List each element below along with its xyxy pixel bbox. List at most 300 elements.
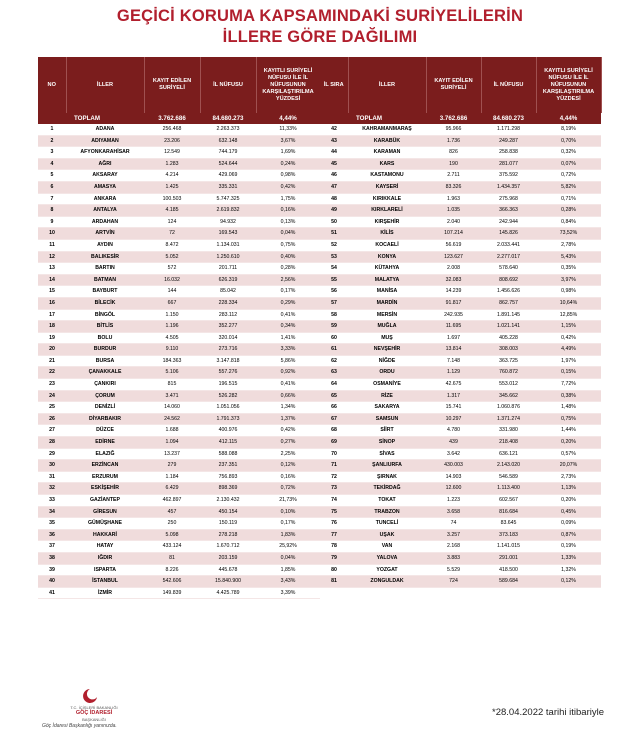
registered-count: 572 xyxy=(144,263,200,275)
registered-count: 462.897 xyxy=(144,495,200,507)
province-name: ANKARA xyxy=(66,193,144,205)
province-name: ÇORUM xyxy=(66,390,144,402)
row-number: 42 xyxy=(320,124,348,135)
table-row xyxy=(320,193,601,205)
ratio-percent: 0,28% xyxy=(536,205,601,217)
registered-count: 724 xyxy=(426,576,481,588)
province-population: 169.543 xyxy=(200,228,256,240)
province-name: ARTVİN xyxy=(66,228,144,240)
table-row xyxy=(38,124,320,135)
province-population: 273.716 xyxy=(200,344,256,356)
ratio-percent: 0,12% xyxy=(256,460,320,472)
row-number: 24 xyxy=(38,390,66,402)
ratio-percent: 0,42% xyxy=(256,181,320,193)
registered-count: 12.600 xyxy=(426,483,481,495)
ratio-percent: 0,45% xyxy=(536,506,601,518)
province-population: 281.077 xyxy=(481,158,536,170)
province-population: 1.791.373 xyxy=(200,413,256,425)
row-number: 39 xyxy=(38,564,66,576)
header-population-2: İL NÜFUSU xyxy=(481,57,536,113)
table-row xyxy=(320,541,601,553)
table-row xyxy=(320,367,601,379)
header-province-2: İLLER xyxy=(348,57,426,113)
row-number: 10 xyxy=(38,228,66,240)
table-row xyxy=(38,448,320,460)
ratio-percent: 0,98% xyxy=(256,170,320,182)
ratio-percent: 21,73% xyxy=(256,495,320,507)
table-row xyxy=(38,518,320,530)
province-population: 418.500 xyxy=(481,564,536,576)
date-footnote: *28.04.2022 tarihi itibariyle xyxy=(492,707,604,718)
table-row xyxy=(320,228,601,240)
province-name: IĞDIR xyxy=(66,552,144,564)
row-number: 2 xyxy=(38,135,66,147)
ratio-percent: 0,98% xyxy=(536,286,601,298)
registered-count: 14.903 xyxy=(426,471,481,483)
province-name: ESKİŞEHİR xyxy=(66,483,144,495)
table-row xyxy=(38,379,320,391)
province-name: ADANA xyxy=(66,124,144,135)
registered-count: 1.150 xyxy=(144,309,200,321)
row-number: 72 xyxy=(320,471,348,483)
province-population: 578.640 xyxy=(481,263,536,275)
total-label: TOPLAM xyxy=(66,113,144,124)
ratio-percent: 0,41% xyxy=(256,379,320,391)
province-name: ŞIRNAK xyxy=(348,471,426,483)
row-number: 37 xyxy=(38,541,66,553)
table-row xyxy=(320,158,601,170)
row-number: 33 xyxy=(38,495,66,507)
province-population: 278.218 xyxy=(200,529,256,541)
province-population: 2.263.373 xyxy=(200,124,256,135)
ratio-percent: 0,07% xyxy=(536,158,601,170)
table-row xyxy=(38,437,320,449)
ratio-percent: 0,09% xyxy=(536,518,601,530)
province-name: YOZGAT xyxy=(348,564,426,576)
table-row xyxy=(38,170,320,182)
province-name: KARABÜK xyxy=(348,135,426,147)
registered-count: 1.094 xyxy=(144,437,200,449)
ratio-percent: 0,17% xyxy=(256,286,320,298)
table-row xyxy=(320,529,601,541)
province-name: GAZİANTEP xyxy=(66,495,144,507)
row-number: 81 xyxy=(320,576,348,588)
province-population: 4.425.789 xyxy=(200,587,256,599)
table-row xyxy=(38,263,320,275)
province-population: 588.088 xyxy=(200,448,256,460)
registered-count: 1.223 xyxy=(426,495,481,507)
province-population: 3.147.818 xyxy=(200,355,256,367)
table-row xyxy=(38,587,320,599)
province-population: 203.159 xyxy=(200,552,256,564)
table-row xyxy=(320,181,601,193)
province-population: 196.515 xyxy=(200,379,256,391)
ratio-percent: 0,15% xyxy=(536,367,601,379)
row-number: 32 xyxy=(38,483,66,495)
registered-count: 815 xyxy=(144,379,200,391)
ratio-percent: 2,78% xyxy=(536,239,601,251)
registered-count: 7.148 xyxy=(426,355,481,367)
province-population: 1.371.274 xyxy=(481,413,536,425)
registered-count: 1.697 xyxy=(426,332,481,344)
province-name: ŞANLIURFA xyxy=(348,460,426,472)
registered-count: 107.214 xyxy=(426,228,481,240)
province-name: DÜZCE xyxy=(66,425,144,437)
province-name: SİİRT xyxy=(348,425,426,437)
province-population: 546.589 xyxy=(481,471,536,483)
province-name: BAYBURT xyxy=(66,286,144,298)
row-number: 63 xyxy=(320,367,348,379)
ratio-percent: 0,42% xyxy=(256,425,320,437)
ratio-percent: 0,72% xyxy=(256,483,320,495)
registered-count: 32.083 xyxy=(426,274,481,286)
row-number: 36 xyxy=(38,529,66,541)
province-population: 1.891.145 xyxy=(481,309,536,321)
total-ratio-2: 4,44% xyxy=(536,113,601,124)
table-row xyxy=(38,286,320,298)
table-row xyxy=(320,309,601,321)
registered-count: 83.326 xyxy=(426,181,481,193)
table-row xyxy=(38,552,320,564)
goc-idaresi-logo xyxy=(42,688,152,730)
ratio-percent: 0,24% xyxy=(256,158,320,170)
province-name: BOLU xyxy=(66,332,144,344)
ratio-percent: 10,64% xyxy=(536,297,601,309)
total-row xyxy=(38,113,320,124)
province-name: MARDİN xyxy=(348,297,426,309)
registered-count: 13.814 xyxy=(426,344,481,356)
table-row xyxy=(320,297,601,309)
table-row xyxy=(320,576,601,588)
table-row xyxy=(320,495,601,507)
province-name: BALIKESİR xyxy=(66,251,144,263)
ratio-percent: 1,41% xyxy=(256,332,320,344)
province-population: 373.183 xyxy=(481,529,536,541)
row-number: 40 xyxy=(38,576,66,588)
province-population: 1.134.031 xyxy=(200,239,256,251)
province-population: 808.692 xyxy=(481,274,536,286)
row-number: 47 xyxy=(320,181,348,193)
table-row xyxy=(38,483,320,495)
registered-count: 74 xyxy=(426,518,481,530)
registered-count: 5.106 xyxy=(144,367,200,379)
ratio-percent: 1,83% xyxy=(256,529,320,541)
row-number: 5 xyxy=(38,170,66,182)
table-row xyxy=(320,332,601,344)
row-number: 58 xyxy=(320,309,348,321)
province-name: ARDAHAN xyxy=(66,216,144,228)
table-row xyxy=(38,297,320,309)
province-name: SİNOP xyxy=(348,437,426,449)
province-population: 1.141.015 xyxy=(481,541,536,553)
ratio-percent: 0,71% xyxy=(536,193,601,205)
table-row xyxy=(320,564,601,576)
province-name: AMASYA xyxy=(66,181,144,193)
province-population: 862.757 xyxy=(481,297,536,309)
province-population: 5.747.325 xyxy=(200,193,256,205)
row-number: 56 xyxy=(320,286,348,298)
province-name: ÇANKIRI xyxy=(66,379,144,391)
ratio-percent: 12,85% xyxy=(536,309,601,321)
province-name: AĞRI xyxy=(66,158,144,170)
table-row xyxy=(320,251,601,263)
table-row xyxy=(38,355,320,367)
province-name: BİLECİK xyxy=(66,297,144,309)
ratio-percent: 0,92% xyxy=(256,367,320,379)
table-row xyxy=(38,193,320,205)
row-number: 71 xyxy=(320,460,348,472)
row-number: 7 xyxy=(38,193,66,205)
ratio-percent: 1,33% xyxy=(536,552,601,564)
registered-count: 1.129 xyxy=(426,367,481,379)
table-row xyxy=(38,321,320,333)
province-name: TRABZON xyxy=(348,506,426,518)
header-population: İL NÜFUSU xyxy=(200,57,256,113)
ratio-percent: 3,43% xyxy=(256,576,320,588)
registered-count: 8.472 xyxy=(144,239,200,251)
row-number: 6 xyxy=(38,181,66,193)
total-registered-2: 3.762.686 xyxy=(426,113,481,124)
table-row xyxy=(38,529,320,541)
registered-count: 4.214 xyxy=(144,170,200,182)
ratio-percent: 25,92% xyxy=(256,541,320,553)
province-population: 291.001 xyxy=(481,552,536,564)
province-population: 760.872 xyxy=(481,367,536,379)
registered-count: 24.562 xyxy=(144,413,200,425)
row-number: 27 xyxy=(38,425,66,437)
ratio-percent: 1,85% xyxy=(256,564,320,576)
ratio-percent: 1,75% xyxy=(256,193,320,205)
row-number: 11 xyxy=(38,239,66,251)
table-row xyxy=(320,135,601,147)
ratio-percent: 0,57% xyxy=(536,448,601,460)
ratio-percent: 2,25% xyxy=(256,448,320,460)
province-name: SAKARYA xyxy=(348,402,426,414)
row-number: 9 xyxy=(38,216,66,228)
province-population: 145.826 xyxy=(481,228,536,240)
registered-count: 9.110 xyxy=(144,344,200,356)
province-name: HATAY xyxy=(66,541,144,553)
ratio-percent: 0,40% xyxy=(256,251,320,263)
row-number: 8 xyxy=(38,205,66,217)
left-table-body xyxy=(38,113,320,599)
table-row xyxy=(38,495,320,507)
province-population: 228.334 xyxy=(200,297,256,309)
province-name: ELAZIĞ xyxy=(66,448,144,460)
ratio-percent: 0,75% xyxy=(256,239,320,251)
table-row xyxy=(38,576,320,588)
header-province: İLLER xyxy=(66,57,144,113)
registered-count: 2.008 xyxy=(426,263,481,275)
province-name: TOKAT xyxy=(348,495,426,507)
province-population: 363.725 xyxy=(481,355,536,367)
left-table xyxy=(38,57,321,599)
row-number: 18 xyxy=(38,321,66,333)
table-row xyxy=(38,228,320,240)
table-row xyxy=(320,413,601,425)
registered-count: 279 xyxy=(144,460,200,472)
row-number: 26 xyxy=(38,413,66,425)
table-row xyxy=(320,147,601,159)
province-population: 898.369 xyxy=(200,483,256,495)
ratio-percent: 0,42% xyxy=(536,332,601,344)
province-name: KARAMAN xyxy=(348,147,426,159)
header-no: NO xyxy=(38,57,66,113)
row-number: 48 xyxy=(320,193,348,205)
province-population: 345.662 xyxy=(481,390,536,402)
ratio-percent: 0,70% xyxy=(536,135,601,147)
ratio-percent: 1,32% xyxy=(536,564,601,576)
table-row xyxy=(320,379,601,391)
province-population: 352.277 xyxy=(200,321,256,333)
table-row xyxy=(320,205,601,217)
province-name: BURDUR xyxy=(66,344,144,356)
table-row xyxy=(320,286,601,298)
province-name: ADIYAMAN xyxy=(66,135,144,147)
province-population: 308.003 xyxy=(481,344,536,356)
registered-count: 4.505 xyxy=(144,332,200,344)
province-name: TEKİRDAĞ xyxy=(348,483,426,495)
province-name: KIRIKKALE xyxy=(348,193,426,205)
registered-count: 124 xyxy=(144,216,200,228)
row-number: 76 xyxy=(320,518,348,530)
table-row xyxy=(38,147,320,159)
ratio-percent: 0,20% xyxy=(536,495,601,507)
province-population: 557.276 xyxy=(200,367,256,379)
registered-count: 1.736 xyxy=(426,135,481,147)
ratio-percent: 1,97% xyxy=(536,355,601,367)
registered-count: 1.035 xyxy=(426,205,481,217)
province-name: YALOVA xyxy=(348,552,426,564)
table-row xyxy=(38,367,320,379)
registered-count: 1.196 xyxy=(144,321,200,333)
province-population: 1.113.400 xyxy=(481,483,536,495)
province-population: 242.944 xyxy=(481,216,536,228)
row-number: 25 xyxy=(38,402,66,414)
row-number: 57 xyxy=(320,297,348,309)
ratio-percent: 0,16% xyxy=(256,205,320,217)
distribution-tables xyxy=(38,57,601,680)
row-number: 59 xyxy=(320,321,348,333)
province-name: ERZİNCAN xyxy=(66,460,144,472)
ratio-percent: 0,28% xyxy=(256,263,320,275)
table-row xyxy=(38,471,320,483)
registered-count: 91.817 xyxy=(426,297,481,309)
registered-count: 10.297 xyxy=(426,413,481,425)
row-number: 31 xyxy=(38,471,66,483)
registered-count: 149.839 xyxy=(144,587,200,599)
ratio-percent: 0,27% xyxy=(256,437,320,449)
row-number: 1 xyxy=(38,124,66,135)
registered-count: 457 xyxy=(144,506,200,518)
ratio-percent: 1,69% xyxy=(256,147,320,159)
registered-count: 3.658 xyxy=(426,506,481,518)
ratio-percent: 0,12% xyxy=(536,576,601,588)
ratio-percent: 0,72% xyxy=(536,170,601,182)
table-row xyxy=(38,564,320,576)
ratio-percent: 3,97% xyxy=(536,274,601,286)
province-name: ISPARTA xyxy=(66,564,144,576)
registered-count: 4.185 xyxy=(144,205,200,217)
table-row xyxy=(320,263,601,275)
ratio-percent: 1,15% xyxy=(536,321,601,333)
ratio-percent: 3,33% xyxy=(256,344,320,356)
ratio-percent: 0,13% xyxy=(256,216,320,228)
province-population: 744.179 xyxy=(200,147,256,159)
registered-count: 1.184 xyxy=(144,471,200,483)
row-number: 65 xyxy=(320,390,348,402)
province-name: BARTIN xyxy=(66,263,144,275)
right-table xyxy=(320,57,602,588)
row-number: 50 xyxy=(320,216,348,228)
row-number: 41 xyxy=(38,587,66,599)
province-name: ANTALYA xyxy=(66,205,144,217)
logo-name: GÖÇ İDARESİ xyxy=(75,710,113,716)
registered-count: 250 xyxy=(144,518,200,530)
ratio-percent: 1,37% xyxy=(256,413,320,425)
province-name: İZMİR xyxy=(66,587,144,599)
province-population: 2.619.832 xyxy=(200,205,256,217)
province-name: MERSİN xyxy=(348,309,426,321)
row-number: 62 xyxy=(320,355,348,367)
registered-count: 14.060 xyxy=(144,402,200,414)
row-number: 46 xyxy=(320,170,348,182)
table-row xyxy=(38,274,320,286)
province-name: MANİSA xyxy=(348,286,426,298)
province-name: KASTAMONU xyxy=(348,170,426,182)
ratio-percent: 0,32% xyxy=(536,147,601,159)
province-population: 626.319 xyxy=(200,274,256,286)
registered-count: 11.695 xyxy=(426,321,481,333)
title-line-2: İLLERE GÖRE DAĞILIMI xyxy=(222,28,418,46)
province-population: 1.670.712 xyxy=(200,541,256,553)
ratio-percent: 0,20% xyxy=(536,437,601,449)
province-population: 237.351 xyxy=(200,460,256,472)
ratio-percent: 1,34% xyxy=(256,402,320,414)
registered-count: 1.688 xyxy=(144,425,200,437)
province-population: 1.051.056 xyxy=(200,402,256,414)
registered-count: 184.363 xyxy=(144,355,200,367)
registered-count: 3.257 xyxy=(426,529,481,541)
total-ratio: 4,44% xyxy=(256,113,320,124)
province-name: BATMAN xyxy=(66,274,144,286)
province-population: 258.838 xyxy=(481,147,536,159)
right-table-body xyxy=(320,113,601,587)
table-row xyxy=(38,205,320,217)
province-name: KARS xyxy=(348,158,426,170)
registered-count: 190 xyxy=(426,158,481,170)
logo-subname: BAŞKANLIĞI xyxy=(82,717,106,722)
province-name: KÜTAHYA xyxy=(348,263,426,275)
table-row xyxy=(320,518,601,530)
row-number: 30 xyxy=(38,460,66,472)
ratio-percent: 3,67% xyxy=(256,135,320,147)
province-population: 1.171.298 xyxy=(481,124,536,135)
header-ratio: KAYITLI SURİYELİ NÜFUSU İLE İL NÜFUSUNUN KARŞILAŞTIRILMA YÜZDESİ xyxy=(256,57,320,113)
registered-count: 1.317 xyxy=(426,390,481,402)
province-name: ÇANAKKALE xyxy=(66,367,144,379)
table-row xyxy=(320,471,601,483)
ratio-percent: 11,33% xyxy=(256,124,320,135)
province-population: 524.644 xyxy=(200,158,256,170)
province-population: 1.250.610 xyxy=(200,251,256,263)
ratio-percent: 0,29% xyxy=(256,297,320,309)
table-row xyxy=(320,506,601,518)
province-population: 2.143.020 xyxy=(481,460,536,472)
registered-count: 16.032 xyxy=(144,274,200,286)
registered-count: 5.052 xyxy=(144,251,200,263)
table-row xyxy=(320,355,601,367)
